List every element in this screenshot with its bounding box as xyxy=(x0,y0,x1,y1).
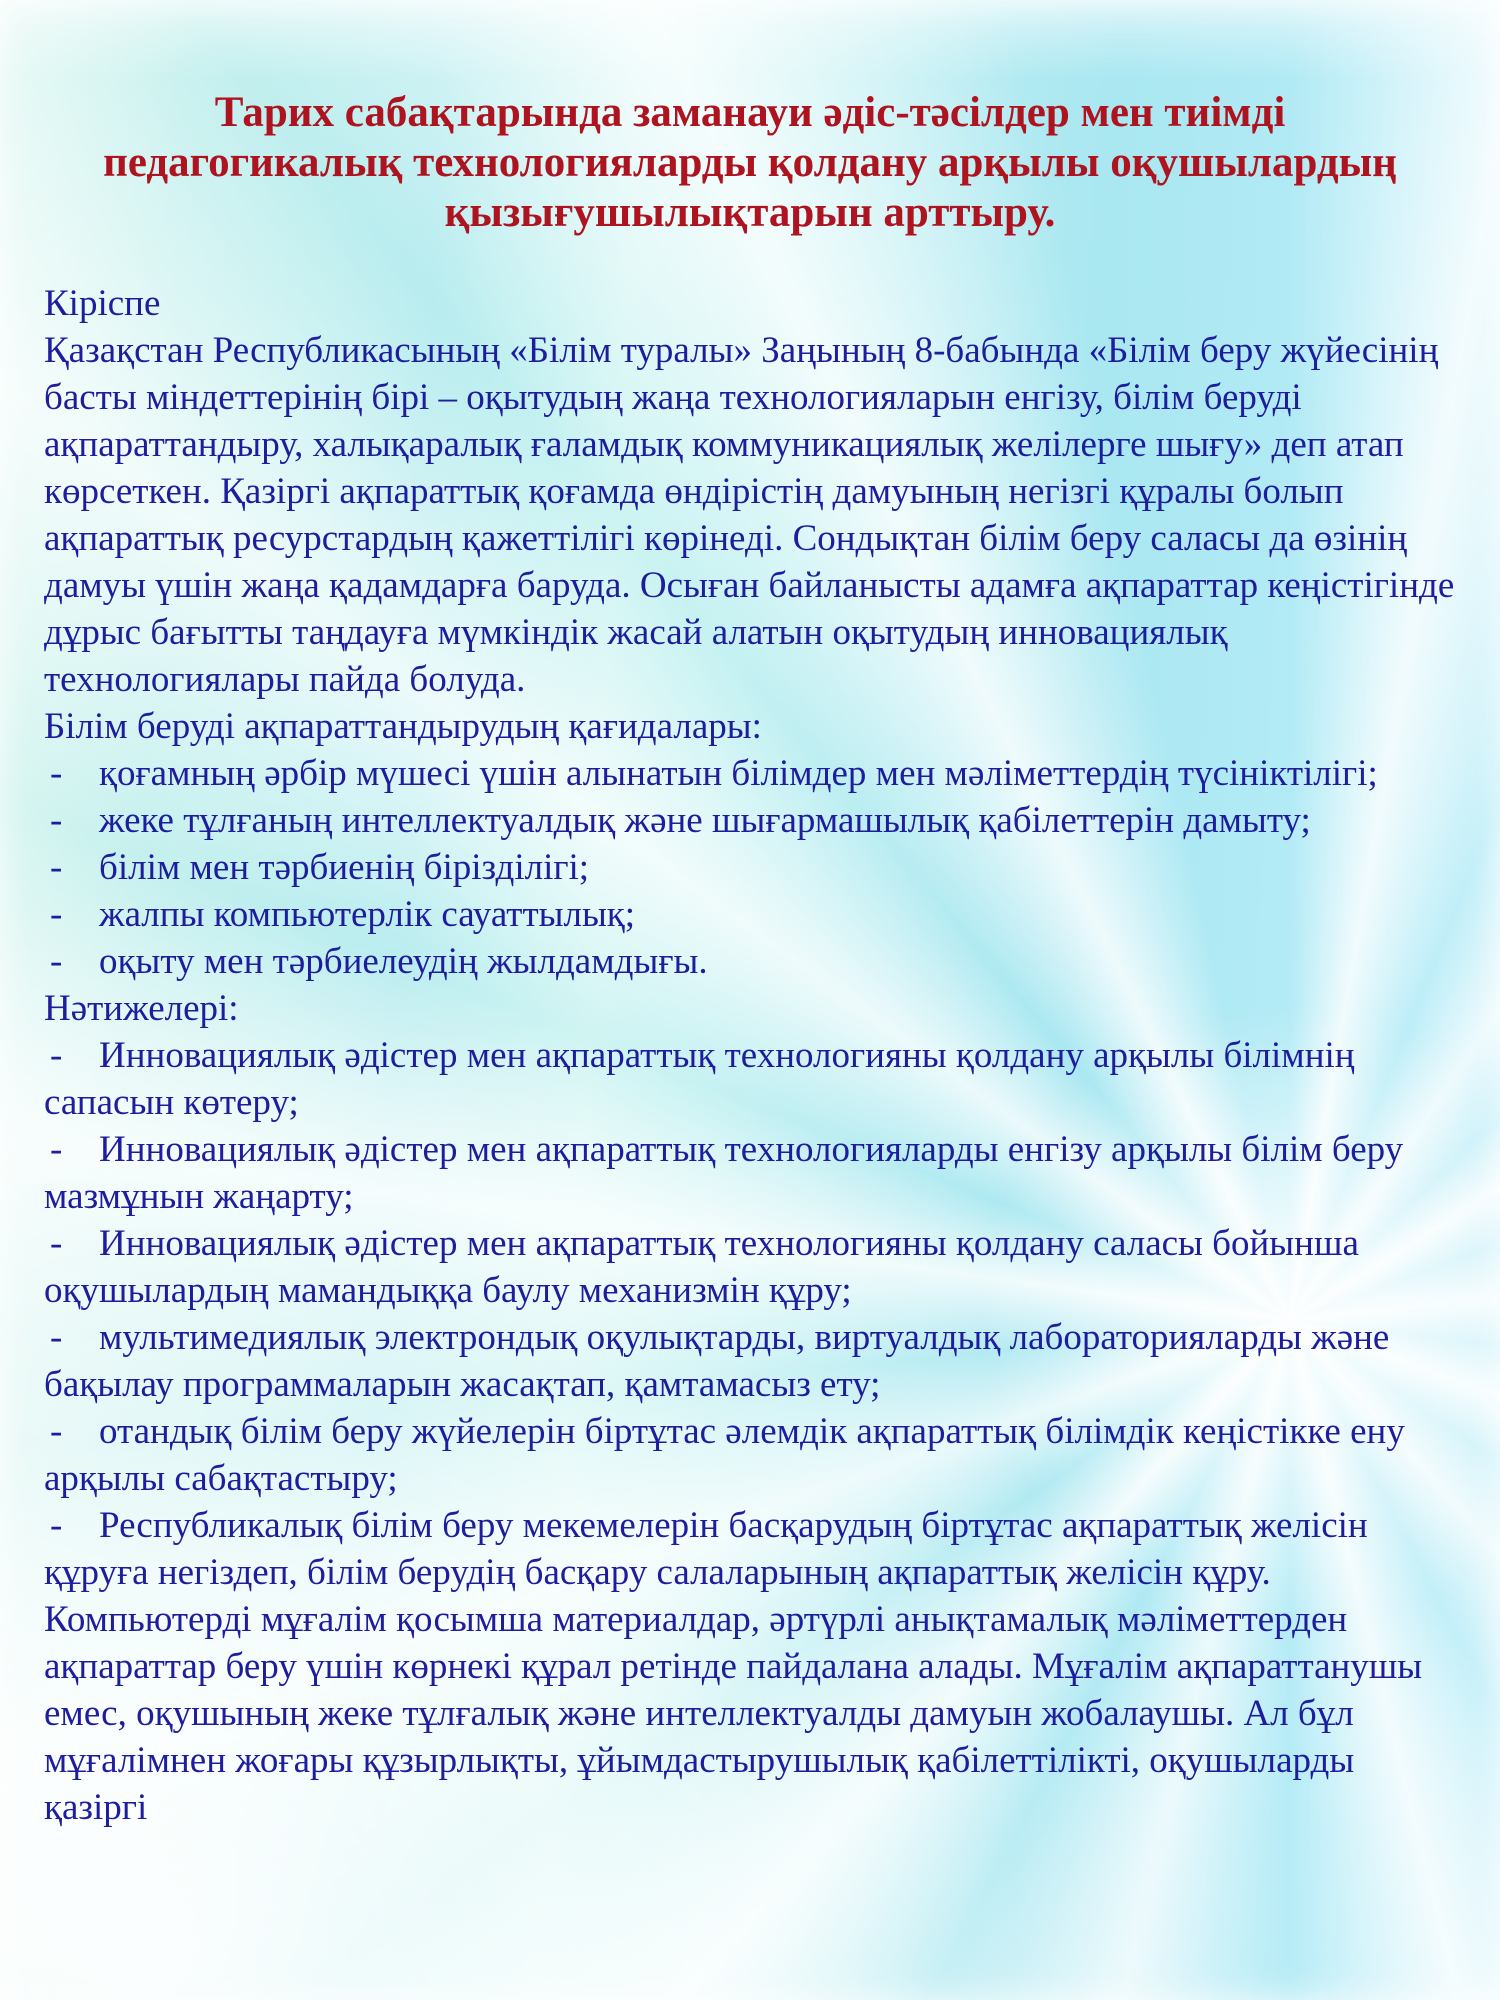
document-title: Тарих сабақтарында заманауи әдіс-тәсілдер мен тиімді педагогикалық технологияларды қолдану арқылы оқушылардың қызығушылықтарын арттыру. xyxy=(103,89,1397,236)
heading-line: Білім беруді ақпараттандырудың қағидалары: xyxy=(44,706,762,747)
paragraph: Компьютерді мұғалім қосымша материалдар, әртүрлі анықтамалық мәліметтерден ақпараттар беру үшін көрнекі құрал ретінде пайдалана алады. Мұғалім ақпараттанушы емес, оқушының жеке тұлғалық және интеллектуалды дамуын жобалаушы. Ал бұл мұғалімнен жоғары құзырлықты, ұйымдастырушылық қабілеттілікті, оқушыларды қазіргі xyxy=(44,1599,1423,1828)
dash-marker: - xyxy=(50,753,63,794)
dash-marker: - xyxy=(50,1317,63,1358)
list-item: - Инновациялық әдістер мен ақпараттық технологияны қолдану саласы бойынша оқушылардың мамандыққа баулу механизмін құру; xyxy=(44,1220,1456,1314)
dash-marker: - xyxy=(50,1129,63,1170)
list-item: - Инновациялық әдістер мен ақпараттық технологияны қолдану арқылы білімнің сапасын көтеру; xyxy=(44,1032,1456,1126)
dash-marker: - xyxy=(50,800,63,841)
dash-marker: - xyxy=(50,1505,63,1546)
document-body xyxy=(44,280,1456,1831)
list-item: - қоғамның әрбір мүшесі үшін алынатын білімдер мен мәліметтердің түсініктілігі; xyxy=(44,750,1456,797)
list-item: - білім мен тәрбиенің бірізділігі; xyxy=(44,844,1456,891)
list-item: - жеке тұлғаның интеллектуалдық және шығармашылық қабілеттерін дамыту; xyxy=(44,797,1456,844)
dash-marker: - xyxy=(50,941,63,982)
list-item: - Республикалық білім беру мекемелерін басқарудың біртұтас ақпараттық желісін құруға негіздеп, білім берудің басқару салаларының ақпараттық желісін құру. xyxy=(44,1502,1456,1596)
list-item: - жалпы компьютерлік сауаттылық; xyxy=(44,891,1456,938)
paragraph: Қазақстан Республикасының «Білім туралы» Заңының 8-бабында «Білім беру жүйесінің басты міндеттерінің бірі – оқытудың жаңа технологияларын енгізу, білім беруді ақпараттандыру, халықаралық ғаламдық коммуникациялық желілерге шығу» деп атап көрсеткен. Қазіргі ақпараттық қоғамда өндірістің дамуының негізгі құралы болып ақпараттық ресурстардың қажеттілігі көрінеді. Сондықтан білім беру саласы да өзінің дамуы үшін жаңа қадамдарға баруда. Осыған байланысты адамға ақпараттар кеңістігінде дұрыс бағытты таңдауға мүмкіндік жасай алатын оқытудың инновациялық технологиялары пайда болуда. xyxy=(44,330,1455,700)
dash-marker: - xyxy=(50,1035,63,1076)
dash-marker: - xyxy=(50,894,63,935)
list-item: - мультимедиялық электрондық оқулықтарды, виртуалдық лабораторияларды және бақылау программаларын жасақтап, қамтамасыз ету; xyxy=(44,1314,1456,1408)
heading-line: Нәтижелері: xyxy=(44,988,239,1029)
list-item: - отандық білім беру жүйелерін біртұтас әлемдік ақпараттық білімдік кеңістікке ену арқылы сабақтастыру; xyxy=(44,1408,1456,1502)
dash-marker: - xyxy=(50,1223,63,1264)
list-item: - оқыту мен тәрбиелеудің жылдамдығы. xyxy=(44,938,1456,985)
dash-marker: - xyxy=(50,1411,63,1452)
heading-line: Кіріспе xyxy=(44,283,161,324)
list-item: - Инновациялық әдістер мен ақпараттық технологияларды енгізу арқылы білім беру мазмұнын жаңарту; xyxy=(44,1126,1456,1220)
dash-marker: - xyxy=(50,847,63,888)
